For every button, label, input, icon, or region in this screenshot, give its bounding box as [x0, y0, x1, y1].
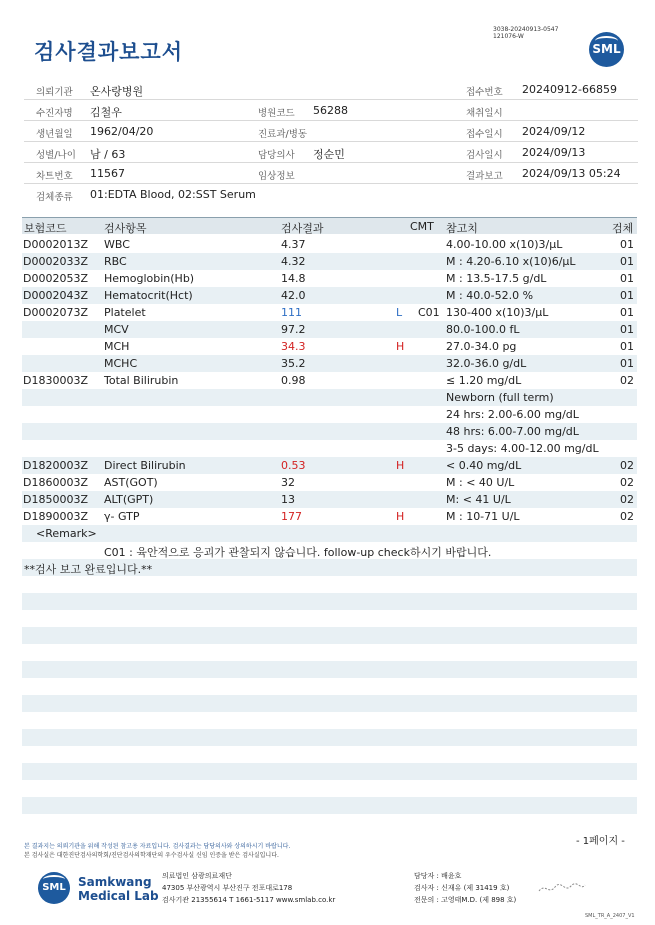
- cell-flag: H: [396, 340, 405, 353]
- cell-code: D1890003Z: [23, 510, 88, 523]
- cell-specimen: 01: [620, 323, 634, 336]
- cell-specimen: 02: [620, 510, 634, 523]
- receipt-date-label: 접수일시: [466, 129, 503, 140]
- report-label: 결과보고: [466, 171, 503, 182]
- info-row-chart: [24, 163, 638, 184]
- results-table-header: [22, 217, 637, 234]
- table-row: [22, 457, 637, 474]
- chart-label: 차트번호: [36, 171, 73, 182]
- cell-flag: L: [396, 306, 403, 319]
- cell-test-name: ALT(GPT): [104, 493, 154, 506]
- cell-code: D0002013Z: [23, 238, 88, 251]
- disclaimer-note: 본 결과지는 의뢰기관을 위해 작성된 참고용 자료입니다. 검사결과는 담당의사와 상의하시기 바랍니다.: [24, 843, 291, 850]
- table-row: [22, 287, 637, 304]
- report-value: 2024/09/13 05:24: [522, 167, 621, 180]
- staff-specialist: 전문의 : 고영태M.D. (제 898 호): [414, 896, 517, 904]
- cell-reference: M : 10-71 U/L: [446, 510, 520, 523]
- table-row: [22, 406, 637, 423]
- empty-row: [22, 729, 637, 746]
- cell-specimen: 01: [620, 340, 634, 353]
- brand-line1: Samkwang: [78, 875, 152, 889]
- empty-row: [22, 593, 637, 610]
- document-id: [493, 26, 558, 40]
- cell-test-name: Total Bilirubin: [104, 374, 179, 387]
- table-row: [22, 440, 637, 457]
- dob-label: 생년월일: [36, 129, 73, 140]
- info-row-sex-age: [24, 142, 638, 163]
- cell-reference: M : 40.0-52.0 %: [446, 289, 534, 302]
- table-row: [22, 491, 637, 508]
- cell-flag: H: [396, 510, 405, 523]
- cell-specimen: 01: [620, 289, 634, 302]
- cell-result: 35.2: [281, 357, 306, 370]
- col-header-cmt: CMT: [410, 220, 434, 233]
- cell-test-name: γ- GTP: [104, 510, 140, 523]
- cell-specimen: 02: [620, 459, 634, 472]
- receipt-date-value: 2024/09/12: [522, 125, 586, 138]
- table-row: [22, 355, 637, 372]
- cell-test-name: Hemoglobin(Hb): [104, 272, 195, 285]
- cell-reference: 24 hrs: 2.00-6.00 mg/dL: [446, 408, 579, 421]
- sml-logo-icon: [589, 32, 624, 67]
- receipt-no-value: 20240912-66859: [522, 83, 617, 96]
- empty-row: [22, 661, 637, 678]
- cell-code: D1830003Z: [23, 374, 88, 387]
- cell-reference: 3-5 days: 4.00-12.00 mg/dL: [446, 442, 599, 455]
- cell-result: 13: [281, 493, 295, 506]
- cell-result: 42.0: [281, 289, 306, 302]
- cell-reference: M: < 41 U/L: [446, 493, 511, 506]
- cell-specimen: 02: [620, 476, 634, 489]
- page-number: - 1페이지 -: [576, 836, 625, 847]
- doctor-label: 담당의사: [258, 150, 295, 161]
- remark-row: [22, 525, 637, 542]
- empty-row: [22, 695, 637, 712]
- cell-specimen: 01: [620, 357, 634, 370]
- hospital-code-value: 56288: [313, 104, 348, 117]
- cell-code: D0002033Z: [23, 255, 88, 268]
- completion-row: [22, 559, 637, 576]
- col-header-ref: 참고치: [446, 222, 478, 235]
- doctor-value: 정순민: [313, 148, 345, 161]
- table-row: [22, 508, 637, 525]
- cell-code: D1860003Z: [23, 476, 88, 489]
- table-row: [22, 236, 637, 253]
- col-header-name: 검사항목: [104, 222, 147, 235]
- col-header-result: 검사결과: [281, 222, 324, 235]
- info-row-requester: [24, 79, 638, 100]
- staff-examiner: 검사자 : 신재유 (제 31419 호): [414, 884, 510, 892]
- empty-row: [22, 763, 637, 780]
- signature-icon: [537, 881, 587, 897]
- table-row: [22, 321, 637, 338]
- cell-result: 177: [281, 510, 302, 523]
- cell-result: 4.32: [281, 255, 306, 268]
- cell-specimen: 01: [620, 255, 634, 268]
- cell-specimen: 01: [620, 272, 634, 285]
- sex-age-value: 남 / 63: [90, 148, 126, 161]
- empty-row: [22, 678, 637, 695]
- table-row: [22, 474, 637, 491]
- test-date-value: 2024/09/13: [522, 146, 586, 159]
- cell-test-name: WBC: [104, 238, 130, 251]
- cell-result: 111: [281, 306, 302, 319]
- hospital-code-label: 병원코드: [258, 108, 295, 119]
- cell-test-name: MCHC: [104, 357, 138, 370]
- brand-line2: Medical Lab: [78, 889, 159, 903]
- sml-footer-logo-icon: [38, 872, 70, 904]
- lab-contact: 검사기관 21355614 T 1661-5117 www.smlab.co.kr: [162, 896, 336, 904]
- cell-specimen: 02: [620, 374, 634, 387]
- cell-result: 97.2: [281, 323, 306, 336]
- col-header-spec: 검체: [612, 222, 634, 235]
- remark-label: <Remark>: [36, 527, 97, 540]
- table-row: [22, 253, 637, 270]
- table-row: [22, 423, 637, 440]
- cell-code: D1820003Z: [23, 459, 88, 472]
- cell-specimen: 01: [620, 238, 634, 251]
- cell-test-name: Direct Bilirubin: [104, 459, 186, 472]
- cell-reference: M : < 40 U/L: [446, 476, 515, 489]
- form-code: SML_TR_A_2407_V1: [585, 913, 635, 919]
- empty-row: [22, 610, 637, 627]
- table-row: [22, 372, 637, 389]
- cell-result: 4.37: [281, 238, 306, 251]
- cell-reference: M : 4.20-6.10 x(10)6/μL: [446, 255, 576, 268]
- col-header-code: 보험코드: [24, 222, 67, 235]
- cell-code: D0002053Z: [23, 272, 88, 285]
- empty-row: [22, 712, 637, 729]
- cell-reference: < 0.40 mg/dL: [446, 459, 522, 472]
- cell-reference: 32.0-36.0 g/dL: [446, 357, 527, 370]
- cell-result: 14.8: [281, 272, 306, 285]
- patient-label: 수진자명: [36, 108, 73, 119]
- empty-row: [22, 576, 637, 593]
- cell-result: 34.3: [281, 340, 306, 353]
- lab-street: 47305 부산광역시 부산진구 전포대로178: [162, 884, 293, 892]
- requester-label: 의뢰기관: [36, 87, 73, 98]
- cell-result: 32: [281, 476, 295, 489]
- cell-result: 0.98: [281, 374, 306, 387]
- cell-test-name: Hematocrit(Hct): [104, 289, 193, 302]
- receipt-no-label: 접수번호: [466, 87, 503, 98]
- cell-specimen: 01: [620, 306, 634, 319]
- logo-text: SML: [592, 42, 621, 56]
- empty-row: [22, 780, 637, 797]
- empty-row: [22, 797, 637, 814]
- staff-info: [414, 870, 516, 906]
- dept-label: 진료과/병동: [258, 129, 308, 140]
- info-row-dob: [24, 121, 638, 142]
- brand-name: [78, 875, 159, 903]
- staff-manager: 담당자 : 배윤호: [414, 872, 462, 880]
- document-id-line1: 3038-20240913-0547: [493, 26, 559, 33]
- cell-code: D0002073Z: [23, 306, 88, 319]
- clinical-label: 임상정보: [258, 171, 295, 182]
- sampling-label: 채취일시: [466, 108, 503, 119]
- empty-row: [22, 746, 637, 763]
- cell-reference: 130-400 x(10)3/μL: [446, 306, 549, 319]
- footer-logo-text: SML: [42, 882, 66, 893]
- cell-specimen: 02: [620, 493, 634, 506]
- cell-reference: 80.0-100.0 fL: [446, 323, 520, 336]
- cell-result: 0.53: [281, 459, 306, 472]
- remark-text-row: [22, 542, 637, 559]
- test-date-label: 검사일시: [466, 150, 503, 161]
- cell-cmt: C01: [418, 306, 440, 319]
- info-row-patient: [24, 100, 638, 121]
- empty-row: [22, 627, 637, 644]
- empty-row: [22, 644, 637, 661]
- cell-code: D0002043Z: [23, 289, 88, 302]
- document-id-line2: 121076-W: [493, 33, 524, 40]
- lab-address: [162, 870, 335, 906]
- cell-test-name: Platelet: [104, 306, 146, 319]
- cell-test-name: MCV: [104, 323, 129, 336]
- table-row: [22, 270, 637, 287]
- cell-flag: H: [396, 459, 405, 472]
- cell-reference: 27.0-34.0 pg: [446, 340, 517, 353]
- table-row: [22, 304, 637, 321]
- report-title: 검사결과보고서: [34, 40, 184, 64]
- cell-reference: 4.00-10.00 x(10)3/μL: [446, 238, 563, 251]
- specimen-label: 검체종류: [36, 192, 73, 203]
- patient-value: 김철우: [90, 106, 122, 119]
- sex-age-label: 성별/나이: [36, 150, 76, 161]
- certification-note: 본 검사실은 대한진단검사의학회/진단검사의학재단의 우수검사실 신임 인증을 받은 검사실입니다.: [24, 852, 279, 859]
- cell-reference: M : 13.5-17.5 g/dL: [446, 272, 547, 285]
- dob-value: 1962/04/20: [90, 125, 154, 138]
- remark-text: C01 : 육안적으로 응괴가 관찰되지 않습니다. follow-up check하시기 바랍니다.: [104, 546, 492, 559]
- cell-test-name: RBC: [104, 255, 127, 268]
- lab-org-name: 의료법인 삼광의료재단: [162, 872, 232, 880]
- cell-code: D1850003Z: [23, 493, 88, 506]
- cell-test-name: MCH: [104, 340, 130, 353]
- cell-reference: ≤ 1.20 mg/dL: [446, 374, 522, 387]
- cell-reference: 48 hrs: 6.00-7.00 mg/dL: [446, 425, 579, 438]
- table-row: [22, 338, 637, 355]
- chart-value: 11567: [90, 167, 125, 180]
- completion-text: **검사 보고 완료입니다.**: [24, 563, 153, 576]
- cell-reference: Newborn (full term): [446, 391, 554, 404]
- specimen-value: 01:EDTA Blood, 02:SST Serum: [90, 188, 256, 201]
- info-row-specimen: [24, 184, 638, 205]
- cell-test-name: AST(GOT): [104, 476, 158, 489]
- requester-value: 온사랑병원: [90, 85, 144, 98]
- table-row: [22, 389, 637, 406]
